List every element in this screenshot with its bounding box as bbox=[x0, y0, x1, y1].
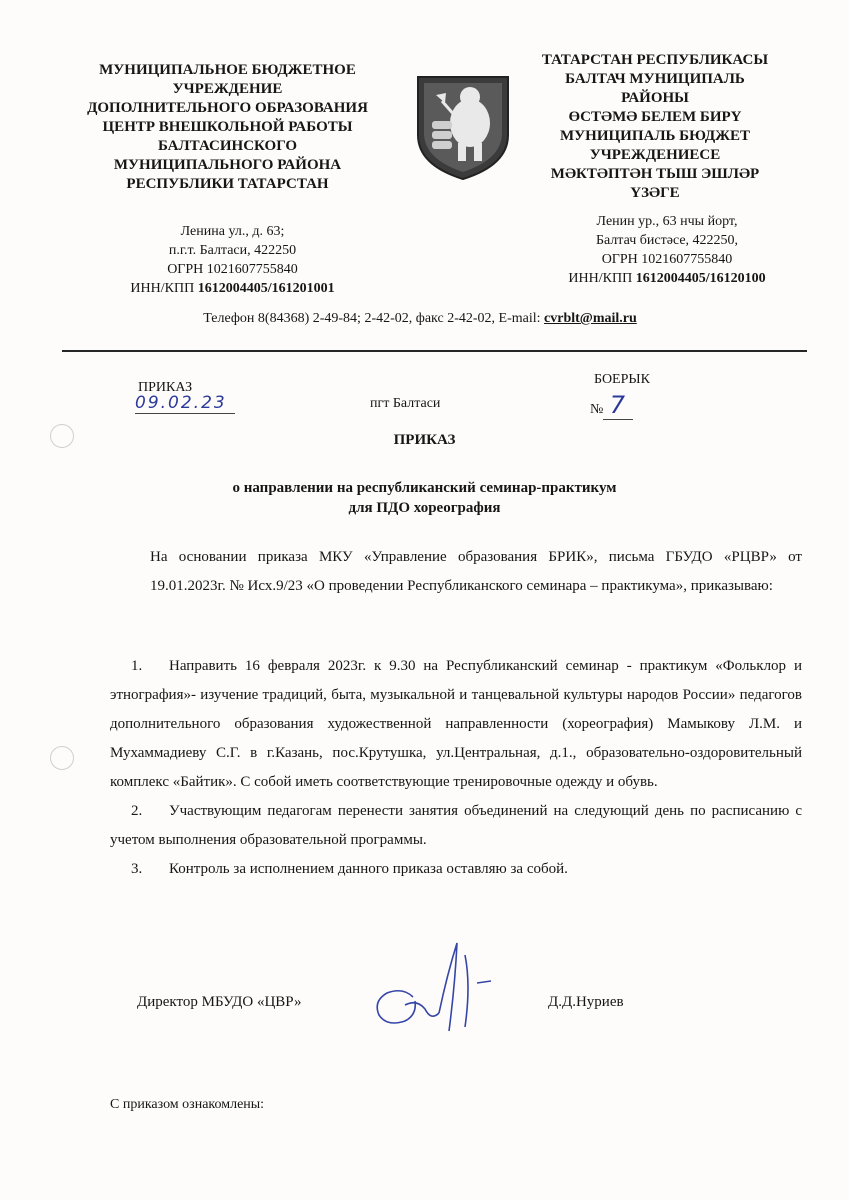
item-text: Контроль за исполнением данного приказа оставляю за собой. bbox=[169, 861, 568, 877]
inn-value: 1612004405/161201001 bbox=[197, 281, 335, 296]
item-number: 1. bbox=[131, 658, 143, 674]
inn-label: ИНН/КПП bbox=[130, 281, 198, 296]
header-right-org bbox=[500, 51, 810, 203]
header-left-address bbox=[100, 222, 365, 298]
address-ogrn: ОГРН 1021607755840 bbox=[167, 262, 298, 277]
number-prefix: № bbox=[590, 402, 604, 417]
header-right-line: УЧРЕЖДЕНИЕСЕ bbox=[589, 147, 721, 163]
header-right-line: РАЙОНЫ bbox=[621, 90, 689, 106]
item-number: 2. bbox=[131, 803, 143, 819]
punch-hole-mark bbox=[50, 424, 74, 448]
list-item bbox=[110, 797, 802, 855]
address-inn bbox=[100, 279, 365, 298]
order-items bbox=[110, 652, 802, 884]
address-inn bbox=[532, 269, 802, 288]
inn-label: ИНН/КПП bbox=[568, 271, 636, 286]
address-town: п.г.т. Балтаси, 422250 bbox=[168, 243, 297, 258]
order-label-left: ПРИКАЗ bbox=[138, 380, 193, 395]
header-right-line: ТАТАРСТАН РЕСПУБЛИКАСЫ bbox=[541, 52, 769, 68]
header-right-address bbox=[532, 212, 802, 288]
header-right-line: БАЛТАЧ МУНИЦИПАЛЬ bbox=[565, 71, 745, 87]
header-left-org bbox=[55, 61, 400, 194]
signatory-name: Д.Д.Нуриев bbox=[548, 994, 624, 1010]
acknowledged-label: С приказом ознакомлены: bbox=[110, 1097, 265, 1112]
header-left-line: МУНИЦИПАЛЬНОЕ БЮДЖЕТНОЕ bbox=[99, 62, 356, 78]
punch-hole-mark bbox=[50, 746, 74, 770]
order-date: 09.02.23 bbox=[135, 393, 235, 414]
header-left-line: УЧРЕЖДЕНИЕ bbox=[172, 81, 283, 97]
subject-line: о направлении на республиканский семинар-практикум bbox=[232, 480, 617, 496]
signature-icon bbox=[365, 935, 515, 1035]
header-left-line: РЕСПУБЛИКИ ТАТАРСТАН bbox=[126, 176, 329, 192]
list-item bbox=[110, 652, 802, 797]
address-ogrn: ОГРН 1021607755840 bbox=[601, 252, 733, 267]
signatory-position: Директор МБУДО «ЦВР» bbox=[137, 994, 302, 1010]
order-label-right: БОЕРЫК bbox=[594, 372, 650, 387]
coat-of-arms-icon bbox=[412, 73, 514, 181]
list-item bbox=[110, 855, 802, 884]
header-left-line: МУНИЦИПАЛЬНОГО РАЙОНА bbox=[113, 157, 342, 173]
address-street: Ленина ул., д. 63; bbox=[180, 224, 285, 239]
document-title: ПРИКАЗ bbox=[393, 432, 456, 448]
header-right-line: МӘКТӘПТӘН ТЫШ ЭШЛӘР bbox=[550, 166, 760, 182]
header-left-line: ЦЕНТР ВНЕШКОЛЬНОЙ РАБОТЫ bbox=[102, 119, 353, 135]
address-street: Ленин ур., 63 нчы йорт, bbox=[596, 214, 738, 229]
header-right-line: ҮЗӘГЕ bbox=[630, 185, 680, 201]
contacts-line bbox=[60, 311, 780, 327]
contacts-text: Телефон 8(84368) 2-49-84; 2-42-02, факс 2-42-02, E-mail: bbox=[203, 311, 545, 326]
address-town: Балтач бистәсе, 422250, bbox=[595, 233, 739, 248]
preamble: На основании приказа МКУ «Управление образования БРИК», письма ГБУДО «РЦВР» от 19.01.2023г. № Исх.9/23 «О проведении Республиканского семинара – практикума», приказываю: bbox=[150, 549, 802, 594]
header-divider bbox=[62, 350, 807, 352]
header-left-line: ДОПОЛНИТЕЛЬНОГО ОБРАЗОВАНИЯ bbox=[87, 100, 368, 116]
inn-value: 1612004405/16120100 bbox=[635, 271, 766, 286]
document-subject bbox=[0, 478, 849, 518]
item-text: Участвующим педагогам перенести занятия объединений на следующий день по расписанию с учетом выполнения образовательной программы. bbox=[110, 803, 802, 848]
header-right-line: ӨСТӘМӘ БЕЛЕМ БИРҮ bbox=[568, 109, 742, 125]
order-number bbox=[590, 391, 633, 420]
number-value: 7 bbox=[603, 391, 633, 420]
email-link[interactable]: cvrblt@mail.ru bbox=[544, 311, 637, 326]
item-number: 3. bbox=[131, 861, 143, 877]
subject-line: для ПДО хореография bbox=[348, 500, 501, 516]
item-text: Направить 16 февраля 2023г. к 9.30 на Республиканский семинар - практикум «Фольклор и этнография»- изучение традиций, быта, музыкальной и танцевальной культуры народов России» педагогов дополнительного образования художественной направленности (хореография) Мамыкову Л.М. и Мухаммадиеву С.Г. в г.Казань, пос.Крутушка, ул.Центральная, д.1., образовательно-оздоровительный комплекс «Байтик». С собой иметь соответствующие тренировочные одежду и обувь. bbox=[110, 658, 802, 790]
order-place: пгт Балтаси bbox=[370, 396, 441, 411]
header-right-line: МУНИЦИПАЛЬ БЮДЖЕТ bbox=[559, 128, 751, 144]
header-left-line: БАЛТАСИНСКОГО bbox=[157, 138, 298, 154]
